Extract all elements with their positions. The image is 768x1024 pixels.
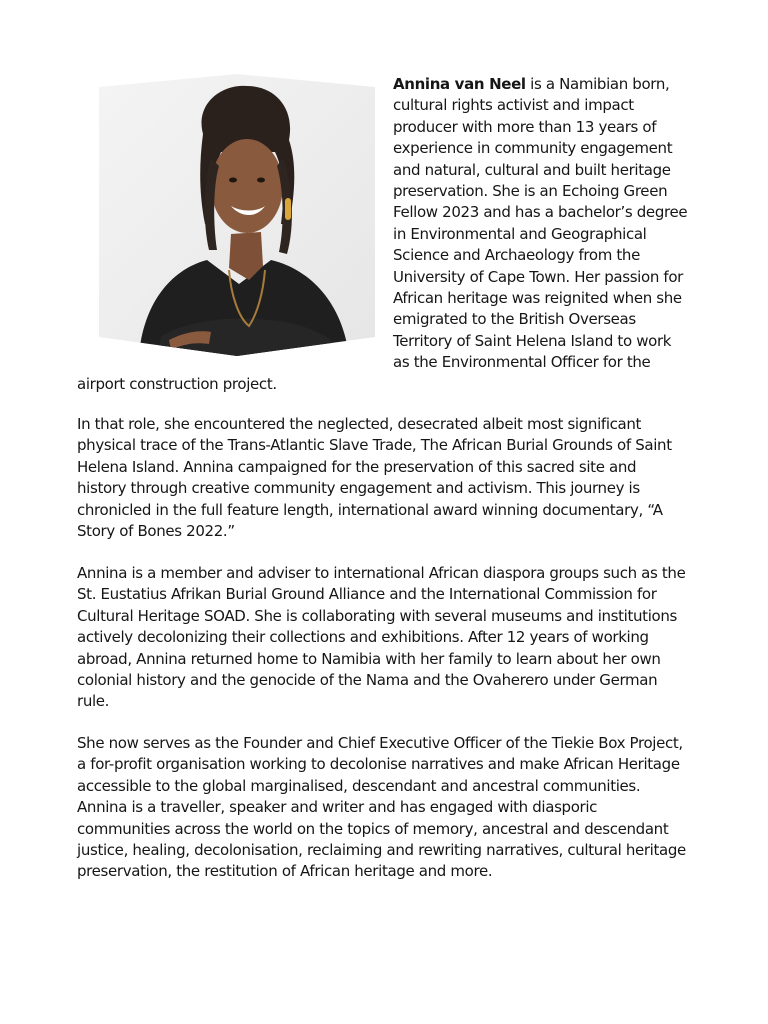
intro-text: is a Namibian born, cultural rights activist and impact producer with more than 13 years of experience in community engagement and natural, cultural and built heritage preservation. She is an Echoing Green Fellow 2023 and has a bachelor’s degree in Environmental and Geographical Science and Archaeology from the University of Cape Town. Her passion for African heritage was reignited when she emigrated to the British Overseas Territory of Saint Helena Island to work as the Environmental Officer for the airport construction project. (77, 75, 688, 393)
paragraph-role: In that role, she encountered the neglected, desecrated albeit most significant physical trace of the Trans-Atlantic Slave Trade, The African Burial Grounds of Saint Helena Island. Annina campaigned for the preservation of this sacred site and history through creative community engagement and activism. This journey is chronicled in the full feature length, international award winning documentary, “A Story of Bones 2022.” (77, 415, 672, 541)
body-section-2 (77, 563, 689, 713)
intro-section (77, 74, 689, 395)
person-name: Annina van Neel (393, 75, 526, 93)
paragraph-current-work: She now serves as the Founder and Chief Executive Officer of the Tiekie Box Project, a for-profit organisation working to decolonise narratives and make African Heritage accessible to the global marginalised, descendant and ancestral communities. Annina is a traveller, speaker and writer and has engaged with diasporic communities across the world on the topics of memory, ancestral and descendant justice, healing, decolonisation, reclaiming and rewriting narratives, cultural heritage preservation, the restitution of African heritage and more. (77, 734, 686, 881)
body-section-3 (77, 733, 689, 883)
body-section-1 (77, 414, 689, 542)
portrait-photo (99, 74, 375, 356)
portrait-illustration (99, 74, 375, 356)
paragraph-membership: Annina is a member and adviser to international African diaspora groups such as the St. Eustatius Afrikan Burial Ground Alliance and the International Commission for Cultural Heritage SOAD. She is collaborating with several museums and institutions actively decolonizing their collections and exhibitions. After 12 years of working abroad, Annina returned home to Namibia with her family to learn about her own colonial history and the genocide of the Nama and the Ovaherero under German rule. (77, 564, 686, 711)
